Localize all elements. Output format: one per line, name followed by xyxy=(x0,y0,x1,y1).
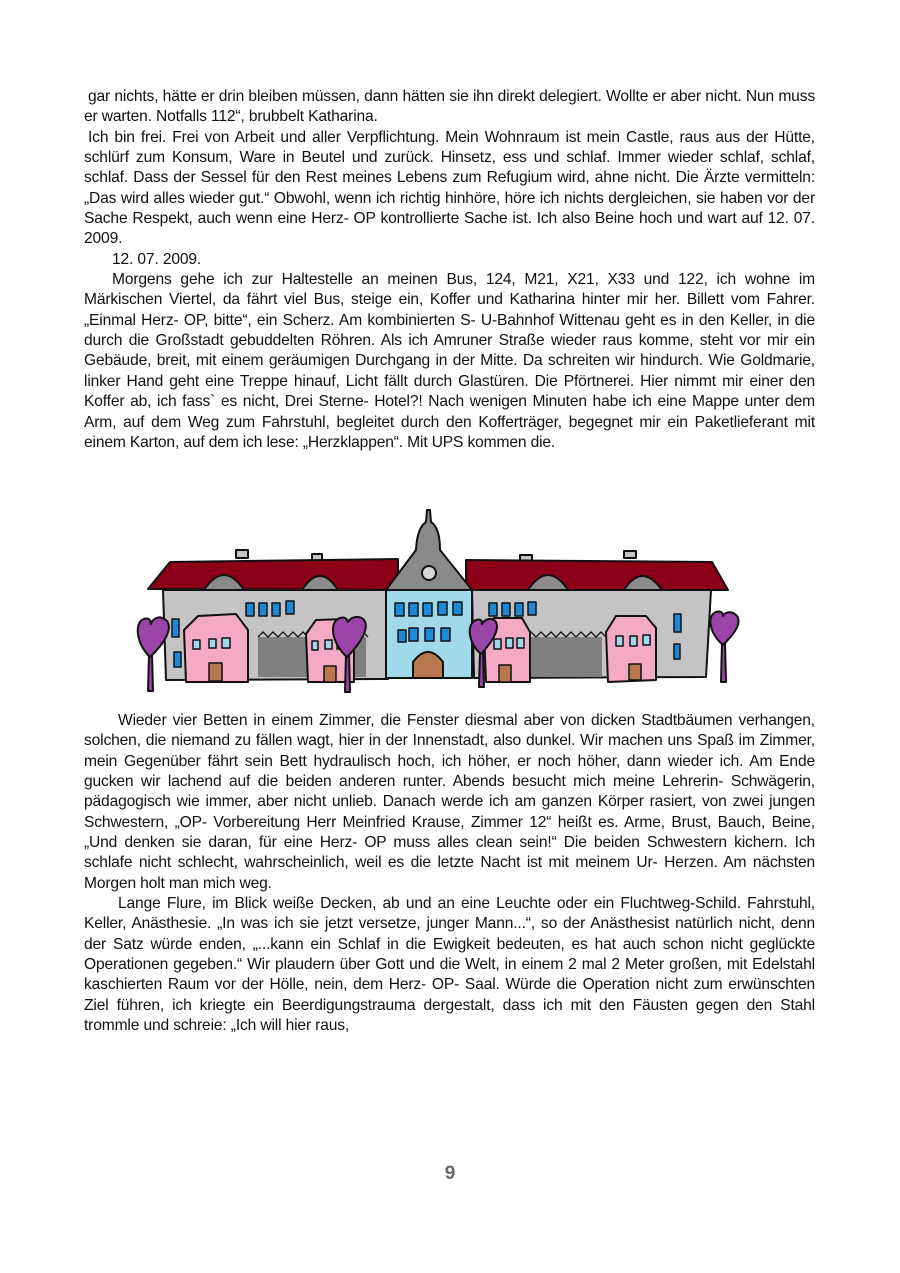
paragraph: Wieder vier Betten in einem Zimmer, die Fenster diesmal aber von dicken Stadtbäumen verhangen, solchen, die niemand zu fällen wagt, hier in der Innenstadt, also dunkel. Wir machen uns Spaß im Zimmer, mein Gegenüber fährt sein Bett hydraulisch hoch, ich höher, er noch höher, dann wieder ich. Am Ende gucken wir lachend auf die beiden anderen runter. Abends besucht mich meine Lehrerin- Schwägerin, pädagogisch wie immer, aber nicht unlieb. Danach werde ich am ganzen Körper rasiert, von zwei jungen Schwestern, „OP- Vorbereitung Herr Meinfried Krause, Zimmer 12“ heißt es. Arme, Brust, Bauch, Beine, „Und denken sie daran, für eine Herz- OP muss alles clean sein!“ Die beiden Schwestern kichern. Ich schlafe nicht schlecht, wahrscheinlich, weil es die letzte Nacht ist mit meinem Ur- Herzen. Am nächsten Morgen holt man mich weg. xyxy=(84,712,815,892)
text-section-1 xyxy=(84,87,815,453)
chimney xyxy=(624,551,636,558)
paragraph: Ich bin frei. Frei von Arbeit und aller Verpflichtung. Mein Wohnraum ist mein Castle, raus aus der Hütte, schlürf zum Konsum, Ware in Beutel und zurück. Hinsetz, ess und schlaf. Immer wieder schlaf, schlaf, schlaf. Dass der Sessel für den Rest meines Lebens zum Refugium wird, ahne nicht. Die Ärzte vermitteln: „Das wird alles wieder gut.“ Obwohl, wenn ich richtig hinhöre, höre ich nichts dergleichen, sie haben vor der Sache Respekt, auch wenn eine Herz- OP kontrollierte Sache ist. Ich also Beine hoch und wart auf 12. 07. 2009. xyxy=(84,128,815,248)
text-section-2 xyxy=(84,711,815,1037)
date-line: 12. 07. 2009. xyxy=(112,250,202,268)
page-number: 9 xyxy=(444,1163,456,1184)
paragraph: Lange Flure, im Blick weiße Decken, ab und an eine Leuchte oder ein Fluchtweg-Schild. Fahrstuhl, Keller, Anästhesie. „In was ich sie jetzt versetze, junger Mann...“, so der Anästhesist natürlich nicht, denn der Satz würde enden, „...kann ein Schlaf in die Ewigkeit bedeuten, es hat auch schon nicht geglückte Operationen gegeben.“ Wir plaudern über Gott und die Welt, in einem 2 mal 2 Meter großen, mit Edelstahl kaschierten Raum vor der Hölle, nein, dem Herz- OP- Saal. Würde die Operation nicht zum erwünschten Ziel führen, ich kriegte ein Beerdigungstrauma dergestalt, dass ich mit den Fäusten gegen den Stahl trommle und schreie: „Ich will hier raus, xyxy=(84,895,815,1035)
roof-right xyxy=(466,560,728,590)
roof-left xyxy=(148,559,398,590)
paragraph: Morgens gehe ich zur Haltestelle an meinen Bus, 124, M21, X21, X33 und 122, ich wohne im Märkischen Viertel, da fährt viel Bus, steige ein, Koffer und Katharina hinter mir her. Billett vom Fahrer. „Einmal Herz- OP, bitte“, ein Scherz. Am kombinierten S- U-Bahnhof Wittenau geht es in den Keller, in die durch die Großstadt gebuddelten Röhren. Als ich Amruner Straße wieder raus komme, steht vor mir ein Gebäude, breit, mit einem geräumigen Durchgang in der Mitte. Da schreiten wir hindurch. Wie Goldmarie, linker Hand geht eine Treppe hinauf, Licht fällt durch Glastüren. Die Pförtnerei. Hier nimmt mir einer den Koffer ab, ich fass` es nicht, Drei Sterne- Hotel?! Nach wenigen Minuten habe ich eine Mappe unter dem Arm, auf dem Weg zum Fahrstuhl, begleitet durch den Kofferträger, begegnet mir ein Paketlieferant mit einem Karton, auf dem ich lese: „Herzklappen“. Mit UPS kommen die. xyxy=(84,271,815,451)
hospital-building-illustration xyxy=(136,502,750,694)
chimney xyxy=(236,550,248,558)
main-door xyxy=(413,652,443,678)
paragraph: gar nichts, hätte er drin bleiben müssen, dann hätten sie ihn direkt delegiert. Wollte er aber nicht. Nun muss er warten. Notfalls 112“, brubbelt Katharina. xyxy=(84,88,815,126)
